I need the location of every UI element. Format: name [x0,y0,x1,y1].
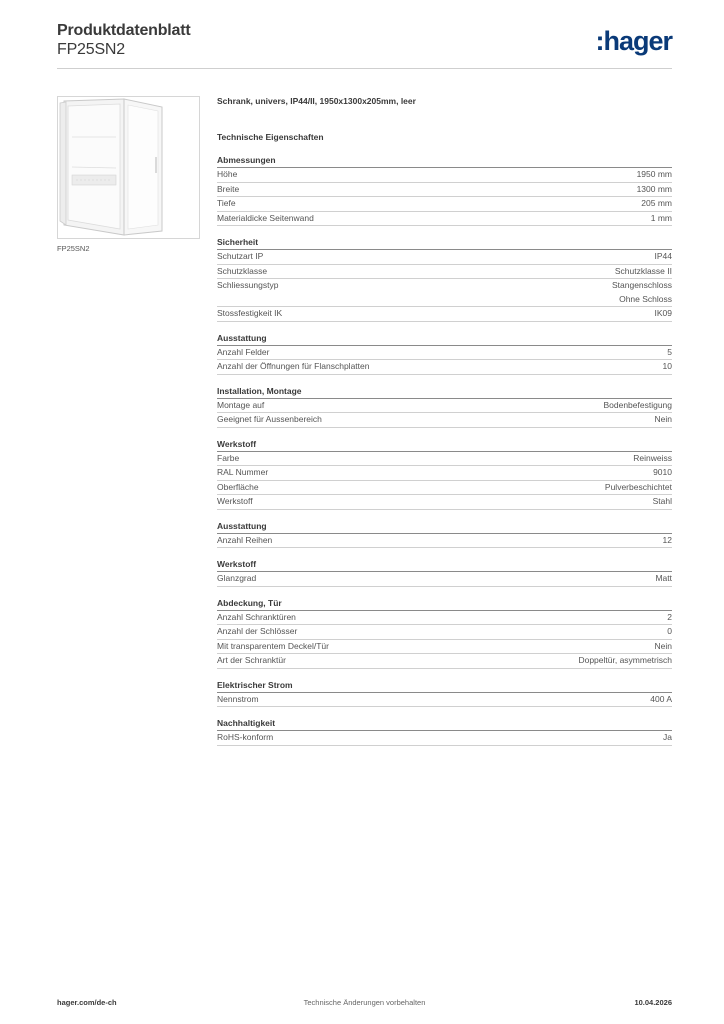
spec-label: Nennstrom [217,693,259,704]
spec-label: RoHS-konform [217,732,274,742]
section-title: Nachhaltigkeit [217,717,672,731]
spec-value [655,413,672,427]
section-title: Abmessungen [217,154,672,168]
spec-label: Breite [217,183,240,194]
spec-label: Anzahl Felder [217,346,270,357]
document-header [57,22,191,59]
spec-value [655,572,672,586]
spec-label: Anzahl Schranktüren [217,611,296,622]
spec-row [217,654,672,669]
spec-value [578,654,672,668]
spec-value [605,481,672,495]
spec-value [667,346,672,360]
section-title: Elektrischer Strom [217,679,672,693]
spec-label: Stossfestigkeit IK [217,308,283,318]
spec-row [217,481,672,496]
spec-section [217,717,672,746]
header-divider [57,68,672,69]
spec-row [217,307,672,322]
section-title: Installation, Montage [217,385,672,399]
footer-website: hager.com/de-ch [57,998,117,1007]
document-title: Produktdatenblatt [57,22,191,39]
spec-value-line: Schutzklasse II [614,265,672,276]
spec-row [217,693,672,708]
spec-value-line: Pulverbeschichtet [604,481,672,492]
spec-row [217,466,672,481]
hager-logo: :hager [595,26,672,56]
spec-value [633,452,672,466]
spec-value [653,466,672,480]
spec-row [217,212,672,227]
section-title: Sicherheit [217,236,672,250]
spec-section [217,438,672,510]
spec-row [217,399,672,414]
spec-value [641,197,672,211]
spec-label: Werkstoff [217,496,253,506]
spec-value-line: 0 [667,626,672,636]
spec-value-line: Reinweiss [633,452,672,463]
spec-value [637,168,672,182]
spec-value [655,640,672,654]
spec-row [217,360,672,375]
spec-value [651,212,672,226]
spec-value [655,250,673,264]
spec-label: Farbe [217,452,240,463]
spec-row [217,534,672,549]
footer-date: 10.04.2026 [634,998,672,1007]
product-description: Schrank, univers, IP44/II, 1950x1300x205mm, leer [217,96,416,106]
spec-row [217,640,672,655]
spec-row [217,265,672,280]
spec-row [217,197,672,212]
spec-value [650,693,672,707]
spec-value-line: Matt [655,573,672,583]
section-title: Ausstattung [217,520,672,534]
spec-label: Mit transparentem Deckel/Tür [217,640,329,651]
spec-label: Anzahl der Schlösser [217,626,298,636]
spec-label: Materialdicke Seitenwand [217,212,314,223]
spec-value-line: Bodenbefestigung [603,399,672,410]
spec-value-line: 5 [667,346,672,357]
specification-content [217,94,672,746]
spec-value-line: Stahl [652,496,672,506]
spec-value [655,307,673,321]
section-title: Werkstoff [217,438,672,452]
spec-value-line: 205 mm [641,198,672,208]
spec-value [637,183,672,197]
spec-value-line: IP44 [654,251,672,261]
spec-label: Höhe [217,169,238,179]
footer-disclaimer: Technische Änderungen vorbehalten [303,998,426,1007]
spec-row [217,183,672,198]
section-title: Ausstattung [217,332,672,346]
spec-value [663,360,672,374]
spec-row [217,279,672,307]
spec-value-line: Stangenschloss [611,280,672,290]
spec-value-line: 1300 mm [636,183,672,194]
spec-value-line: Nein [654,414,672,424]
spec-sections [217,154,672,746]
spec-label: Tiefe [217,198,236,208]
spec-value [663,534,672,548]
spec-section [217,679,672,708]
cabinet-illustration-icon [58,97,199,238]
spec-label: Glanzgrad [217,573,257,583]
spec-section [217,332,672,375]
spec-row [217,625,672,640]
spec-section [217,520,672,549]
spec-value [612,279,672,306]
product-code: FP25SN2 [57,41,125,58]
spec-row [217,611,672,626]
spec-value [667,625,672,639]
spec-value-line: 12 [662,534,672,545]
spec-section [217,236,672,322]
spec-label: Schutzklasse [217,265,268,276]
spec-value-line: 10 [662,361,672,371]
spec-value-line: Ohne Schloss [619,293,672,304]
spec-section [217,385,672,428]
section-title: Werkstoff [217,558,672,572]
spec-value-line: Doppeltür, asymmetrisch [578,655,672,665]
spec-value-line: 400 A [650,693,672,704]
spec-label: Geeignet für Aussenbereich [217,414,322,424]
spec-label: Montage auf [217,399,265,410]
spec-label: Anzahl Reihen [217,534,273,545]
section-title: Abdeckung, Tür [217,597,672,611]
technical-properties-title: Technische Eigenschaften [217,132,324,142]
spec-value [667,611,672,625]
spec-value-line: IK09 [654,308,672,318]
spec-label: Anzahl der Öffnungen für Flanschplatten [217,361,370,371]
spec-value-line: 2 [667,611,672,622]
spec-value [663,731,672,745]
spec-value [653,495,672,509]
spec-row [217,495,672,510]
spec-row [217,168,672,183]
spec-label: RAL Nummer [217,467,269,477]
spec-label: Schutzart IP [217,251,264,261]
image-caption: FP25SN2 [57,244,90,253]
spec-label: Schliessungstyp [217,280,279,290]
spec-row [217,572,672,587]
spec-value-line: Ja [663,732,672,742]
spec-row [217,413,672,428]
spec-row [217,452,672,467]
spec-section [217,558,672,587]
spec-value-line: Nein [654,640,672,651]
spec-value-line: 1 mm [650,212,672,223]
spec-label: Oberfläche [217,481,259,492]
spec-row [217,731,672,746]
spec-row [217,346,672,361]
spec-section [217,154,672,226]
spec-value [603,399,672,413]
spec-value [615,265,672,279]
spec-label: Art der Schranktür [217,655,286,665]
spec-value-line: 9010 [653,467,672,477]
spec-section [217,597,672,669]
spec-row [217,250,672,265]
spec-value-line: 1950 mm [636,169,672,179]
product-image [57,96,200,239]
